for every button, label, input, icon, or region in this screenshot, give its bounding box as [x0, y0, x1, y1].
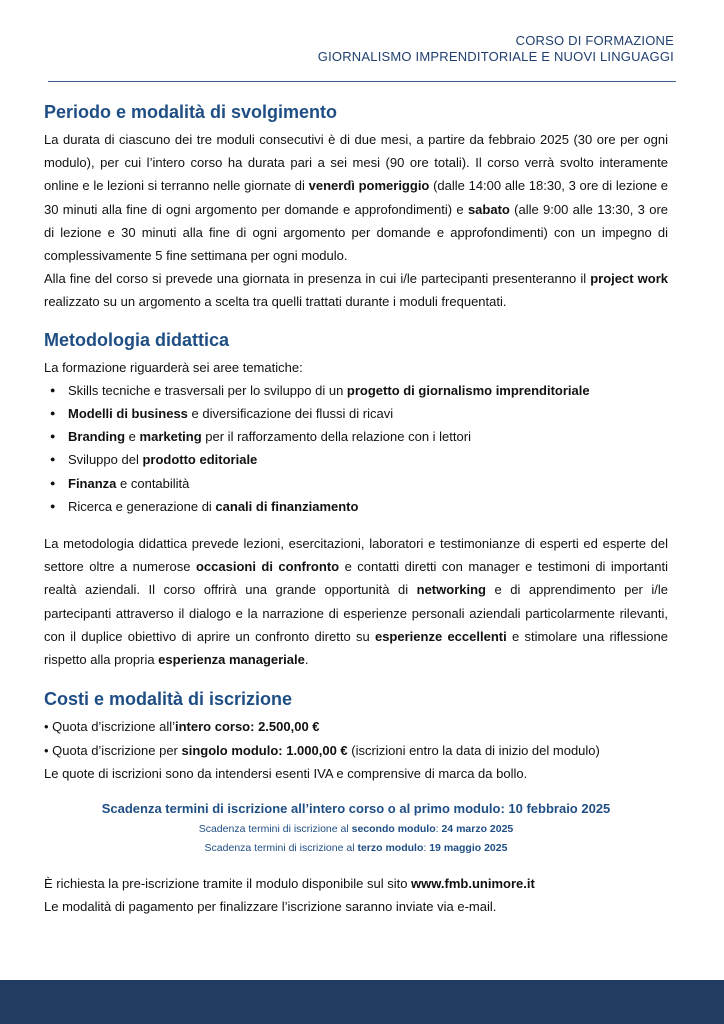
document-header	[318, 33, 674, 65]
text: La durata di ciascuno dei tre moduli consecutivi è di due mesi, a partire da febbraio 2025 (30 ore per ogni modulo), per cui l’intero corso ha durata pari a sei mesi (90 ore totali). Il corso verrà svolto interamente online e le lezioni si terranno nelle giornate di	[44, 132, 668, 194]
cost-note: Le quote di iscrizioni sono da intendersi esenti IVA e comprensive di marca da bollo.	[44, 766, 528, 782]
deadline-second-module: Scadenza termini di iscrizione al secondo modulo: 24 marzo 2025	[198, 822, 514, 835]
header-divider	[48, 81, 676, 82]
paragraph	[44, 128, 668, 267]
list-item: ● Branding e marketing per il rafforzamento della relazione con i lettori	[68, 425, 668, 448]
list-item: ● Ricerca e generazione di canali di finanziamento	[68, 495, 668, 518]
section-period	[44, 100, 668, 314]
list-item: ● Skills tecniche e trasversali per lo sviluppo di un progetto di giornalismo imprenditoriale	[68, 379, 668, 402]
document-body	[44, 100, 668, 919]
section-methodology	[44, 328, 668, 672]
cost-single-module: • Quota d’iscrizione per singolo modulo: 1.000,00 € (iscrizioni entro la data di inizio del modulo)	[44, 742, 600, 758]
footer-band	[0, 980, 724, 1024]
header-line-2: GIORNALISMO IMPRENDITORIALE E NUOVI LINGUAGGI	[317, 49, 674, 64]
bold-text: project work	[590, 271, 668, 287]
list-item: ● Finanza e contabilità	[68, 472, 668, 495]
header-line-1: CORSO DI FORMAZIONE	[515, 33, 674, 48]
preregistration-note: È richiesta la pre-iscrizione tramite il modulo disponibile sul sito www.fmb.unimore.it	[44, 875, 535, 891]
intro-text: La formazione riguarderà sei aree tematiche:	[44, 359, 303, 375]
deadline-main: Scadenza termini di iscrizione all’intero corso o al primo modulo: 10 febbraio 2025	[101, 800, 611, 816]
paragraph	[44, 267, 668, 313]
section-title: Periodo e modalità di svolgimento	[44, 102, 338, 122]
text: Alla fine del corso si prevede una giornata in presenza in cui i/le partecipanti presenteranno il	[44, 271, 591, 287]
topic-list	[44, 379, 668, 518]
section-title: Costi e modalità di iscrizione	[44, 689, 293, 710]
text: (dalle 14:00 alle 18:30, 3 ore di lezione e 30 minuti alla fine di ogni argomento per domande e approfondimenti) e	[44, 178, 669, 217]
website-link[interactable]: www.fmb.unimore.it	[411, 875, 535, 891]
deadline-third-module: Scadenza termini di iscrizione al terzo modulo: 19 maggio 2025	[204, 841, 508, 854]
paragraph: La metodologia didattica prevede lezioni, esercitazioni, laboratori e testimonianze di esperti ed esperte del settore oltre a numerose occasioni di confronto e contatti diretti con manager e testimoni di importanti realtà aziendali. Il corso offrirà una grande opportunità di networking e di apprendimento per i/le partecipanti attraverso il dialogo e la narrazione di esperienze personali aziendali particolarmente rilevanti, con il duplice obiettivo di aprire un confronto diretto su esperienze eccellenti e stimolare una riflessione rispetto alla propria esperienza manageriale.	[44, 536, 669, 668]
bold-text: sabato	[467, 201, 510, 217]
text: (alle 9:00 alle 13:30, 3 ore di lezione e 30 minuti alla fine di ogni argomento per domande e approfondimenti) con un impegno di complessivamente 5 fine settimana per ogni modulo.	[44, 201, 668, 264]
list-item: ● Sviluppo del prodotto editoriale	[68, 448, 668, 471]
cost-full-course: • Quota d’iscrizione all’intero corso: 2.500,00 €	[44, 719, 320, 735]
section-title: Metodologia didattica	[44, 329, 230, 350]
bold-text: venerdì pomeriggio	[308, 178, 430, 194]
payment-note: Le modalità di pagamento per finalizzare l’iscrizione saranno inviate via e-mail.	[44, 899, 497, 915]
text: realizzato su un argomento a scelta tra quelli trattati durante i moduli frequentati.	[44, 294, 507, 310]
list-item: ● Modelli di business e diversificazione dei flussi di ricavi	[68, 402, 668, 425]
section-costs	[44, 687, 668, 919]
